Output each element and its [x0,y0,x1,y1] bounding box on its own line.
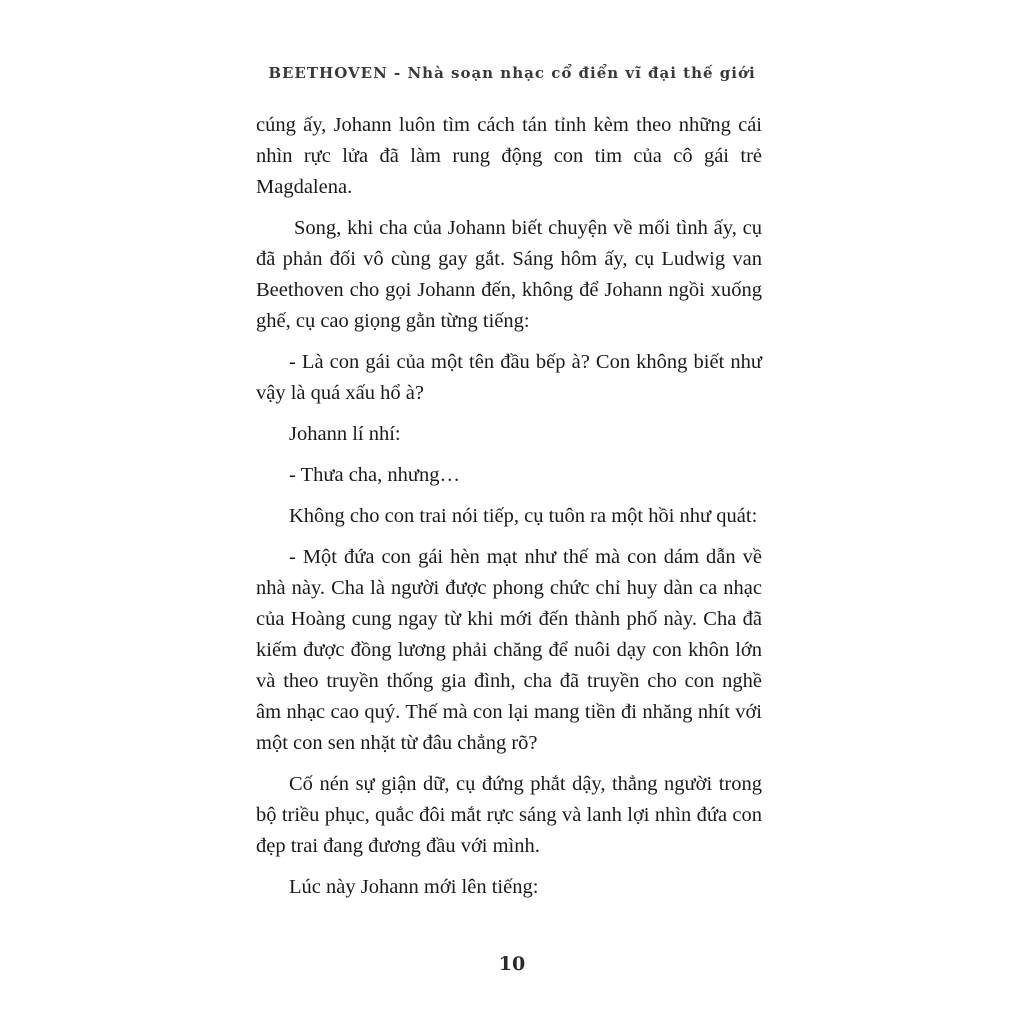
paragraph-1: cúng ấy, Johann luôn tìm cách tán tỉnh kèm theo những cái nhìn rực lửa đã làm rung động con tim của cô gái trẻ Magdalena. [256,114,762,198]
paragraph-7: - Một đứa con gái hèn mạt như thế mà con dám dẫn về nhà này. Cha là người được phong chức chỉ huy dàn ca nhạc của Hoàng cung ngay từ khi mới đến thành phố này. Cha đã kiếm được đồng lương phải chăng để nuôi dạy con khôn lớn và theo truyền thống gia đình, cha đã truyền cho con nghề âm nhạc cao quý. Thế mà con lại mang tiền đi nhăng nhít với một con sen nhặt từ đâu chẳng rõ? [256,546,762,754]
page-body [256,110,762,913]
paragraph-8: Cố nén sự giận dữ, cụ đứng phắt dậy, thẳng người trong bộ triều phục, quắc đôi mắt rực sáng và lanh lợi nhìn đứa con đẹp trai đang đương đầu với mình. [256,773,762,857]
paragraph-9: Lúc này Johann mới lên tiếng: [289,876,539,898]
paragraph-3: - Là con gái của một tên đầu bếp à? Con không biết như vậy là quá xấu hổ à? [256,351,762,404]
paragraph-5: - Thưa cha, nhưng… [289,464,460,486]
page-number: 10 [498,953,526,975]
running-header: BEETHOVEN - Nhà soạn nhạc cổ điển vĩ đại thế giới [268,64,756,82]
paragraph-6: Không cho con trai nói tiếp, cụ tuôn ra một hồi như quát: [289,505,758,527]
paragraph-2: Song, khi cha của Johann biết chuyện về mối tình ấy, cụ đã phản đối vô cùng gay gắt. Sáng hôm ấy, cụ Ludwig van Beethoven cho gọi Johann đến, không để Johann ngồi xuống ghế, cụ cao giọng gằn từng tiếng: [256,217,762,332]
paragraph-4: Johann lí nhí: [289,423,401,445]
